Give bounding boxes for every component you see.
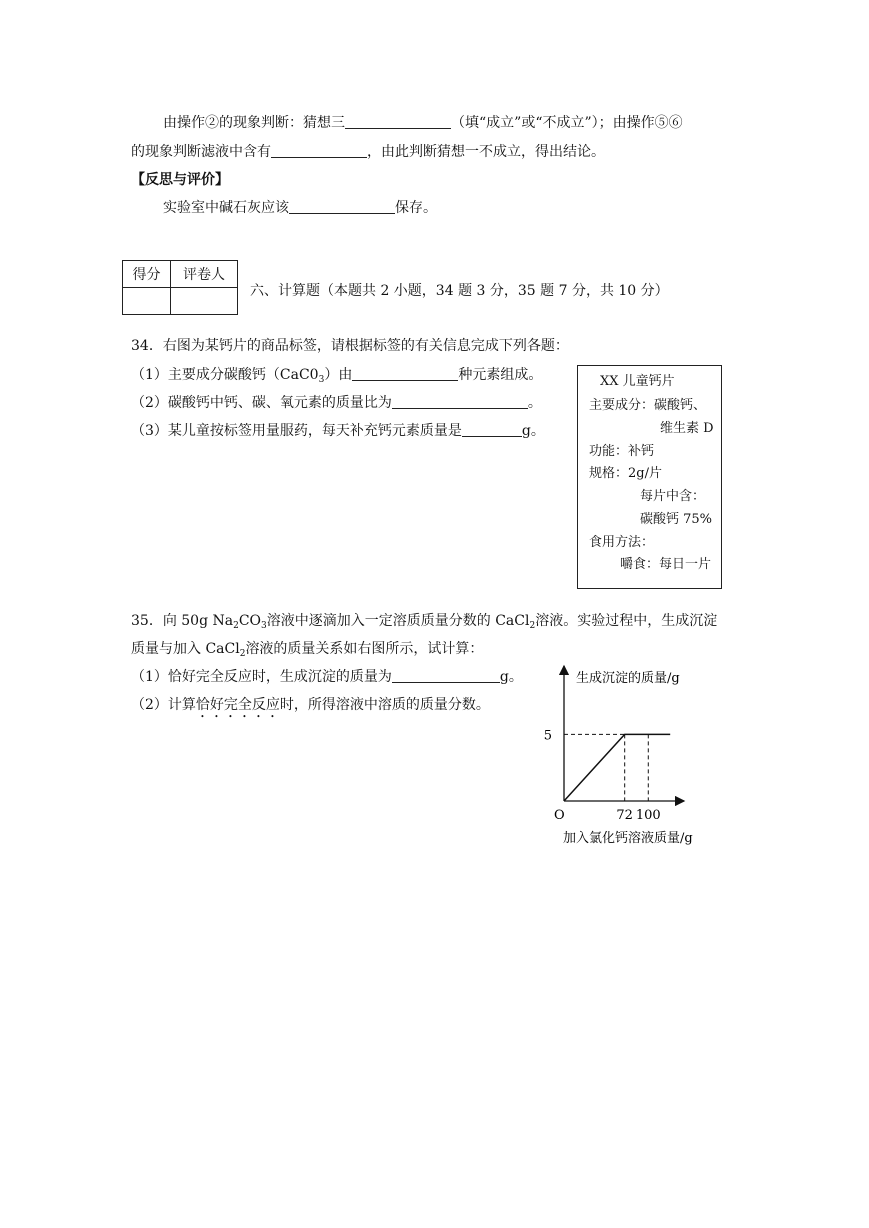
- grader-header: 评卷人: [171, 261, 238, 288]
- reflect-heading: 【反思与评价】: [131, 172, 229, 188]
- y-tick-label: 5: [543, 728, 552, 744]
- label-function: 功能：补钙: [589, 444, 655, 459]
- q33-conclusion-line1: 由操作②的现象判断：猜想三 （填“成立”或“不成立”）；由操作⑤⑥: [163, 115, 683, 131]
- score-cell[interactable]: [123, 288, 171, 315]
- q33-storage-line: 实验室中碱石灰应该 保存。: [163, 200, 437, 216]
- answer-blank-filtrate[interactable]: [271, 143, 367, 158]
- answer-blank-elements[interactable]: [352, 366, 458, 381]
- q34-part2: （2）碳酸钙中钙、碳、氧元素的质量比为 。: [131, 395, 542, 411]
- label-ingredients-cont: 维生素 D: [660, 421, 714, 436]
- answer-blank-mass-ratio[interactable]: [392, 394, 528, 409]
- q34-part1: （1）主要成分碳酸钙$(CaC0_3)$由 种元素组成。: [131, 367, 543, 385]
- origin-label: O: [554, 808, 565, 823]
- series-line: [564, 734, 670, 801]
- answer-blank-hypothesis3[interactable]: [345, 114, 451, 129]
- grader-cell[interactable]: [171, 288, 238, 315]
- label-chew: 嚼食：每日一片: [620, 557, 712, 572]
- score-table: [122, 260, 238, 315]
- q35-intro-line2: 质量与加入 CaCl$_2$溶液的质量关系如右图所示，试计算：: [131, 641, 484, 659]
- q33-conclusion-line2: 的现象判断滤液中含有 ，由此判断猜想一不成立，得出结论。: [131, 144, 605, 160]
- section6-title: 六、计算题（本题共 2 小题，34 题 3 分，35 题 7 分，共 10 分）: [250, 283, 669, 299]
- y-axis-label: 生成沉淀的质量/g: [576, 671, 680, 686]
- x-axis-label: 加入氯化钙溶液质量/g: [563, 831, 693, 846]
- answer-blank-storage[interactable]: [289, 199, 395, 214]
- label-spec: 规格：2g/片: [589, 466, 662, 481]
- calcium-tablet-label: [577, 365, 722, 589]
- answer-blank-calcium-mass[interactable]: [462, 422, 522, 437]
- score-header: 得分: [123, 261, 171, 288]
- label-ingredients: 主要成分：碳酸钙、: [589, 398, 707, 413]
- x-tick-label: 100: [635, 808, 661, 823]
- q34-part3: （3）某儿童按标签用量服药，每天补充钙元素质量是 g。: [131, 423, 545, 439]
- label-title: XX 儿童钙片: [600, 374, 675, 389]
- x-tick-label: 72: [616, 808, 633, 823]
- q35-intro-line1: 35．向 50g $Na_2CO_3$溶液中逐滴加入一定溶质质量分数的 CaCl$_2$溶液。实验过程中，生成沉淀: [131, 613, 718, 631]
- answer-blank-precipitate[interactable]: [392, 668, 500, 683]
- q35-part1: （1）恰好完全反应时，生成沉淀的质量为 g。: [131, 669, 523, 685]
- q34-intro: 34．右图为某钙片的商品标签，请根据标签的有关信息完成下列各题：: [131, 338, 569, 354]
- label-usage: 食用方法：: [589, 535, 655, 550]
- q35-part2: （2）计算恰好完全反应时，所得溶液中溶质的质量分数。: [131, 697, 490, 713]
- label-content: 碳酸钙 75%: [640, 512, 713, 527]
- label-per-tablet: 每片中含：: [640, 489, 706, 504]
